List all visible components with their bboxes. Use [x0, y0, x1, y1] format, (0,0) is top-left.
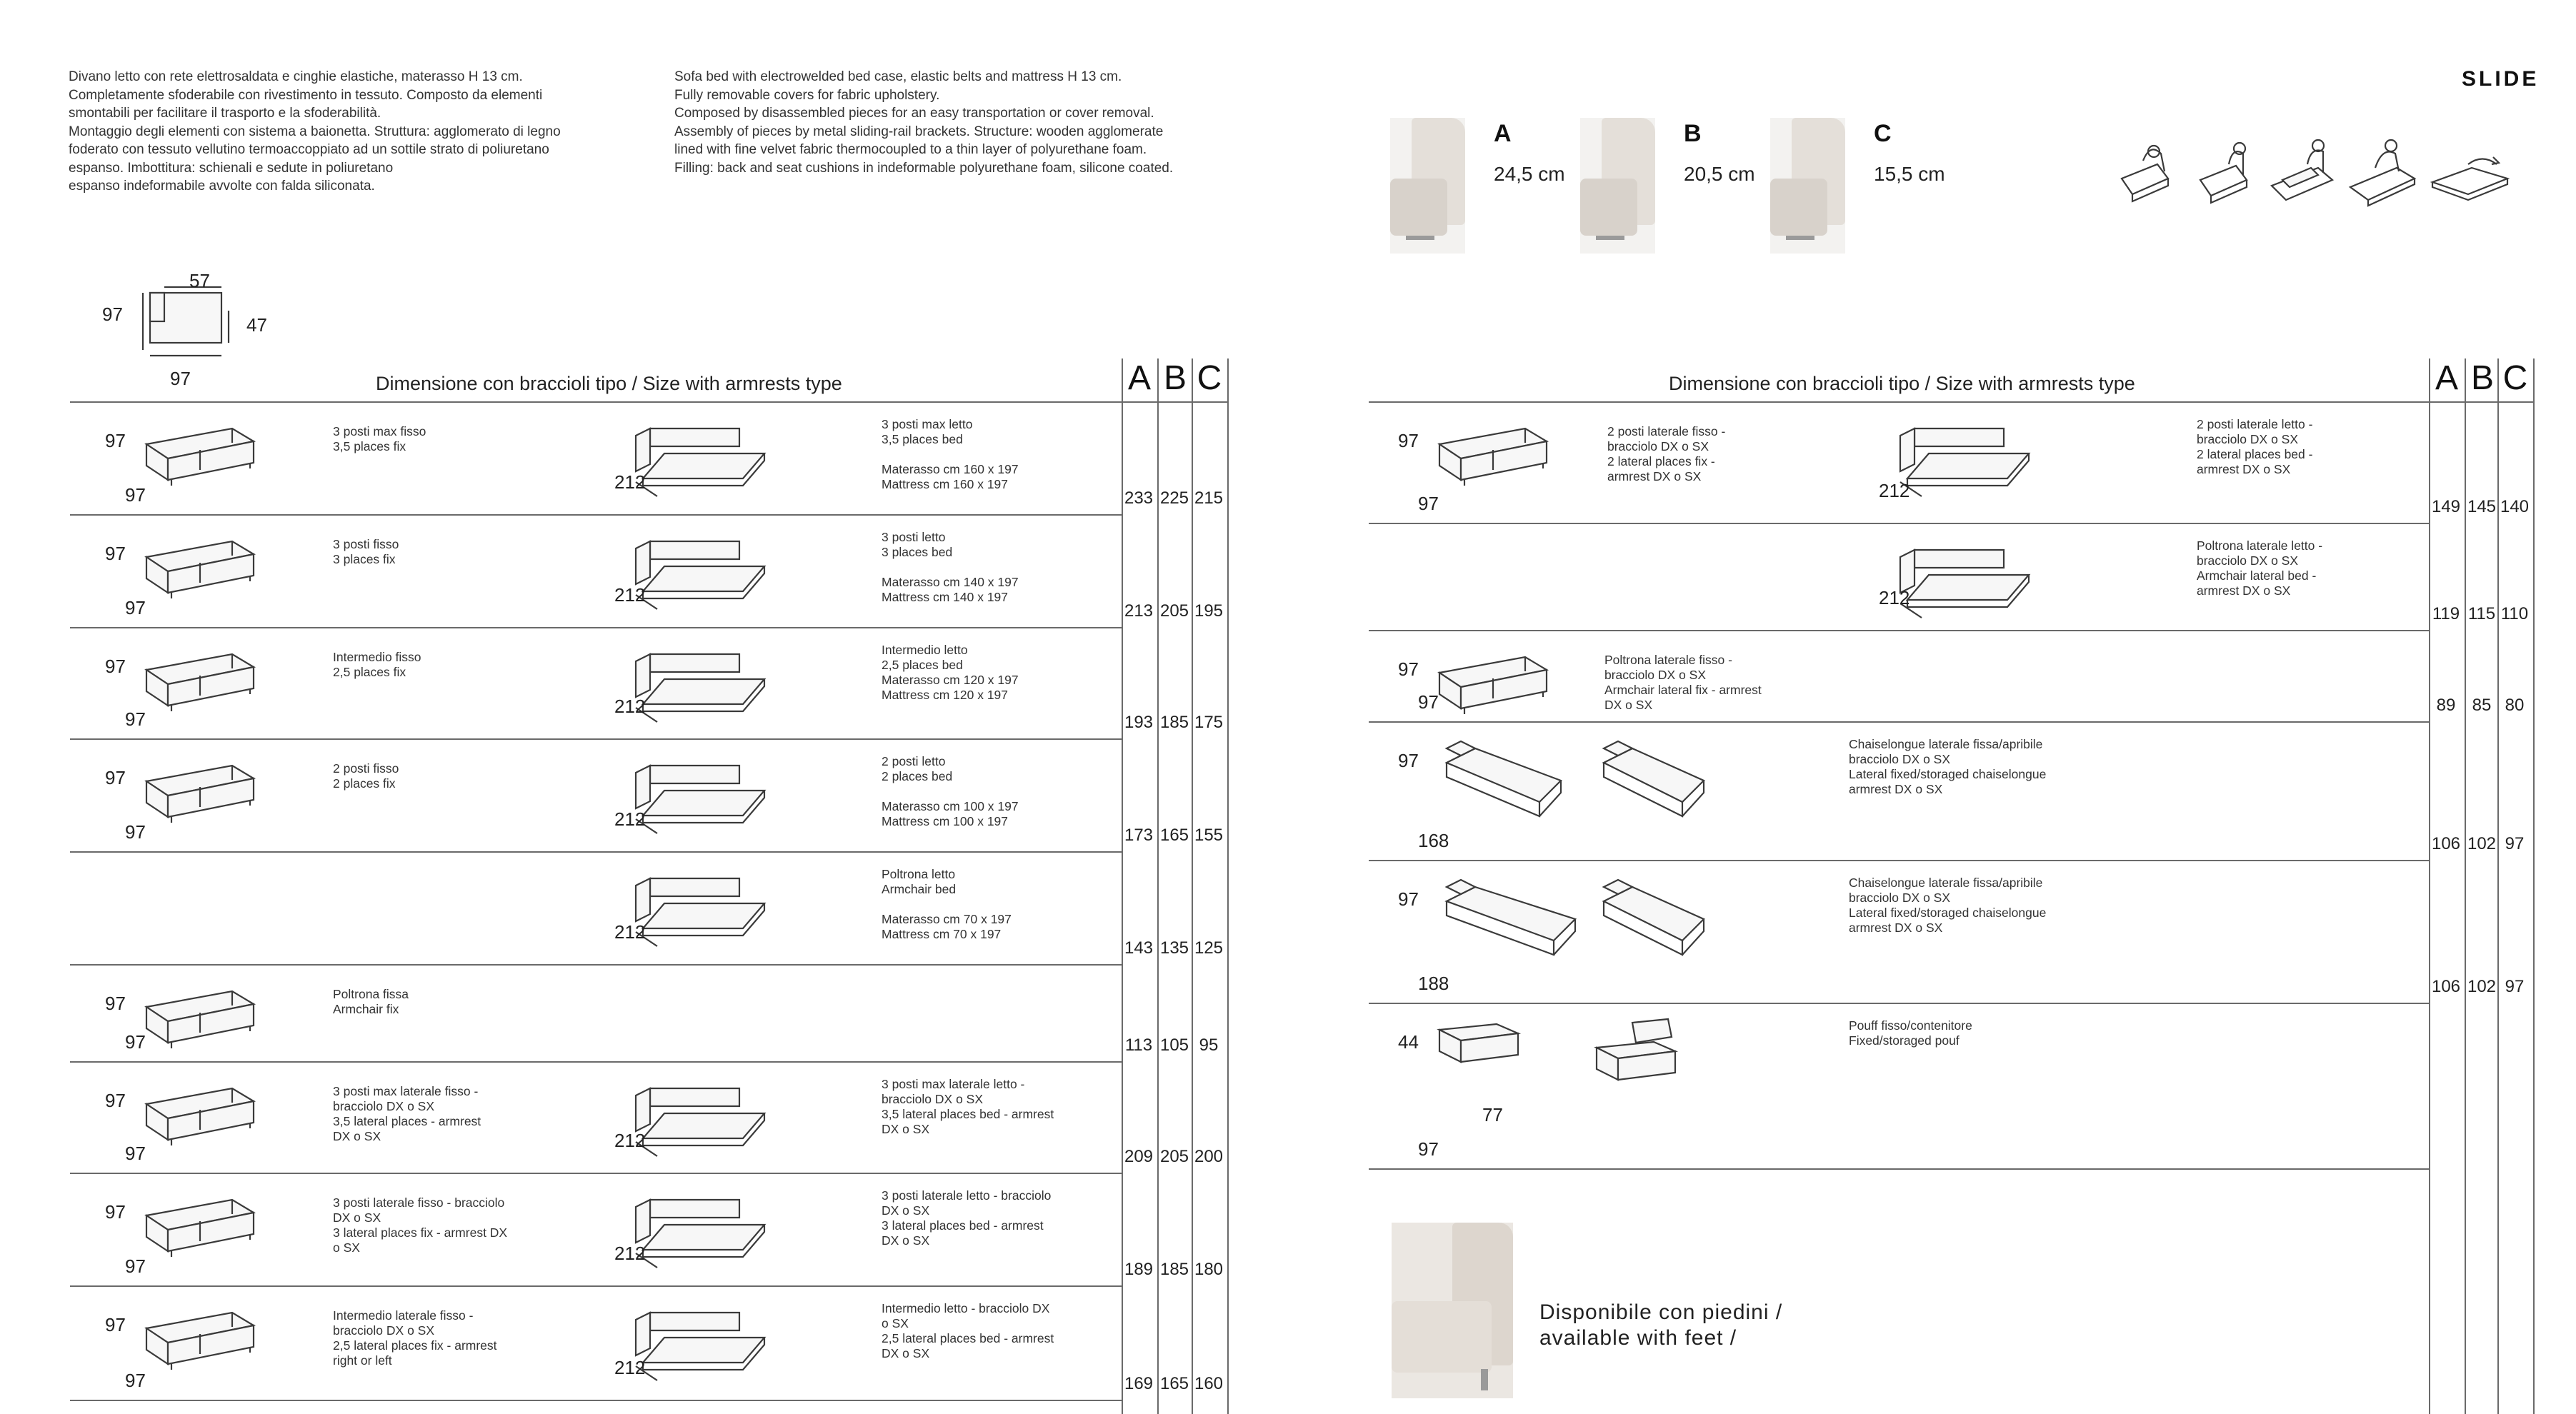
row-width-c: 215: [1194, 488, 1224, 508]
row-rule: [70, 1400, 1122, 1401]
row-height-label: 97: [1398, 658, 1419, 680]
row-rule: [70, 964, 1122, 966]
row-fixed-drawing: [1432, 643, 1554, 725]
column-rule: [1227, 358, 1229, 1414]
sofa-drawing: [139, 1074, 261, 1153]
row-bed-depth-label: 212: [614, 696, 646, 717]
row-height-label: 97: [1398, 888, 1419, 910]
row-depth-label: 97: [125, 1031, 146, 1053]
sofa-drawing: [139, 977, 261, 1056]
row-fixed-drawing: [139, 1185, 261, 1268]
row-width-c: 180: [1194, 1260, 1224, 1279]
sofa-drawing: [139, 527, 261, 606]
row-width-a: 89: [2436, 696, 2456, 715]
row-bed-drawing: [1589, 1016, 1682, 1098]
row-rule: [1369, 860, 2429, 861]
row-width-c: 80: [2505, 696, 2525, 715]
armrest-photo-b: [1580, 118, 1655, 254]
row-fixed-drawing: [1432, 734, 1575, 823]
row-bed-drawing: [1589, 734, 1718, 823]
row-width-c: 140: [2500, 497, 2530, 516]
row-width-c: 97: [2505, 834, 2525, 853]
row-bed-description: Poltrona letto Armchair bed Materasso cm 70 x 197 Mattress cm 70 x 197: [882, 867, 1012, 941]
row-bed-drawing: [1886, 536, 2036, 625]
armrest-height-value: 20,5 cm: [1684, 163, 1755, 185]
intro-english: Sofa bed with electrowelded bed case, elastic belts and mattress H 13 cm. Fully removable covers for fabric upholstery. Composed by disassembled pieces for an easy transportation or cover removal. Assembly of pieces by metal sliding-rail brackets. Structure: wooden agglomerate lined with fine velvet fabric thermocoupled to a thin layer of polyurethane foam. Filling: back and seat cushions in indeformable polyurethane foam, silicone coated.: [674, 69, 1174, 176]
row-fixed-drawing: [139, 1298, 261, 1380]
row-rule: [1369, 721, 2429, 723]
row-height-label: 97: [105, 767, 126, 788]
column-header-a: A: [2435, 359, 2458, 397]
row-bed-description: Pouff fisso/contenitore Fixed/storaged pouf: [1849, 1018, 1972, 1048]
row-fixed-description: 2 posti fisso 2 places fix: [333, 761, 399, 791]
row-rule: [70, 738, 1122, 740]
row-bed-description: 3 posti letto 3 places bed Materasso cm 140 x 197 Mattress cm 140 x 197: [882, 530, 1019, 604]
row-height-label: 97: [105, 1090, 126, 1111]
column-rule: [1122, 358, 1123, 1414]
row-bed-depth-label: 212: [614, 584, 646, 606]
sofa-opening-step-4-icon: [2350, 140, 2415, 206]
row-bed-depth-label: 212: [614, 808, 646, 830]
row-fixed-description: 3 posti laterale fisso - bracciolo DX o SX 3 lateral places fix - armrest DX o SX: [333, 1195, 508, 1255]
column-header-b: B: [1163, 359, 1187, 397]
row-depth-label: 97: [125, 821, 146, 843]
row-height-label: 44: [1398, 1031, 1419, 1053]
row-width-b: 205: [1159, 1147, 1189, 1166]
row-bed-depth-label: 212: [614, 1130, 646, 1151]
row-fixed-drawing: [1432, 873, 1589, 962]
row-rule: [70, 1173, 1122, 1174]
brand-title: SLIDE: [2462, 67, 2540, 91]
row-width-b: 225: [1159, 488, 1189, 508]
row-depth-label: 97: [125, 1370, 146, 1391]
row-rule: [70, 851, 1122, 853]
row-rule: [1369, 630, 2429, 631]
section-height-label: 97: [102, 304, 123, 325]
row-bed-depth-label: 212: [614, 1243, 646, 1264]
row-width-b: 205: [1159, 601, 1189, 621]
row-fixed-drawing: [139, 977, 261, 1059]
chaiselongue-drawing: [1432, 873, 1589, 958]
row-width-b: 115: [2467, 604, 2496, 623]
row-fixed-drawing: [139, 527, 261, 609]
armrest-height-value: 15,5 cm: [1874, 163, 1945, 185]
row-width-a: 213: [1124, 601, 1154, 621]
chaiselongue-drawing: [1589, 734, 1718, 820]
row-width-b: 185: [1159, 713, 1189, 732]
row-rule: [1369, 523, 2429, 524]
row-width-b: 185: [1159, 1260, 1189, 1279]
row-rule: [70, 1285, 1122, 1287]
row-width-a: 113: [1124, 1036, 1153, 1055]
row-rule: [70, 514, 1122, 516]
sofa-drawing: [139, 751, 261, 830]
column-header-c: C: [1197, 359, 1222, 397]
row-width-b: 102: [2467, 977, 2497, 996]
row-fixed-drawing: [1432, 1016, 1525, 1083]
row-bed-depth-label: 212: [1879, 587, 1910, 608]
row-rule: [1369, 1003, 2429, 1004]
row-width-a: 169: [1124, 1374, 1154, 1393]
row-bed-description: 2 posti laterale letto - bracciolo DX o SX 2 lateral places bed - armrest DX o SX: [2197, 417, 2313, 476]
row-width-a: 149: [2431, 497, 2461, 516]
opening-sequence: [2115, 129, 2515, 207]
row-depth-label: 97: [1418, 691, 1439, 713]
row-fixed-description: 3 posti fisso 3 places fix: [333, 537, 399, 566]
sofa-opening-step-1-icon: [2122, 146, 2168, 201]
row-width-a: 173: [1124, 826, 1154, 845]
row-depth-label: 97: [125, 1255, 146, 1277]
row-width-a: 193: [1124, 713, 1154, 732]
row-width-a: 106: [2431, 977, 2461, 996]
table-heading: Dimensione con braccioli tipo / Size with armrests type: [1669, 373, 2135, 394]
sofa-drawing: [1432, 414, 1554, 493]
row-width-a: 106: [2431, 834, 2461, 853]
row-width-b: 165: [1159, 1374, 1189, 1393]
section-seat-label: 47: [246, 314, 267, 336]
row-width-c: 110: [2500, 604, 2529, 623]
row-bed-description: Intermedio letto - bracciolo DX o SX 2,5 lateral places bed - armrest DX o SX: [882, 1301, 1054, 1360]
row-bed-description: Chaiselongue laterale fissa/apribile bracciolo DX o SX Lateral fixed/storaged chaiselongue armrest DX o SX: [1849, 737, 2047, 796]
sofa-drawing: [139, 414, 261, 493]
row-bed-description: 2 posti letto 2 places bed Materasso cm 100 x 197 Mattress cm 100 x 197: [882, 754, 1019, 828]
row-depth-label: 168: [1418, 830, 1449, 851]
row-width-a: 233: [1124, 488, 1154, 508]
row-width-c: 95: [1199, 1036, 1219, 1055]
pouf-open-drawing: [1589, 1016, 1682, 1094]
row-width-b: 102: [2467, 834, 2497, 853]
row-height-label: 97: [105, 993, 126, 1014]
row-bed-description: 3 posti laterale letto - bracciolo DX o SX 3 lateral places bed - armrest DX o SX: [882, 1188, 1052, 1248]
row-depth-label: 188: [1418, 973, 1449, 994]
row-rule: [70, 1061, 1122, 1063]
row-bed-depth-label: 212: [614, 1357, 646, 1378]
row-bed-depth-label: 212: [614, 471, 646, 493]
row-fixed-drawing: [139, 640, 261, 722]
row-height-label: 97: [105, 656, 126, 677]
column-header-c: C: [2502, 359, 2528, 397]
column-rule: [1192, 358, 1193, 1414]
row-bed-depth-label: 212: [614, 921, 646, 943]
table-top-rule: [70, 401, 1227, 403]
row-height-label: 97: [1398, 430, 1419, 451]
row-width-b: 85: [2472, 696, 2492, 715]
row-bed-description: 3 posti max letto 3,5 places bed Materasso cm 160 x 197 Mattress cm 160 x 197: [882, 417, 1019, 491]
row-width-c: 195: [1194, 601, 1224, 621]
sofa-drawing: [139, 1185, 261, 1264]
row-width-a: 189: [1124, 1260, 1154, 1279]
armrest-photo-a: [1390, 118, 1465, 254]
sofa-opening-step-5-icon: [2432, 157, 2507, 200]
row-width-c: 125: [1194, 938, 1224, 958]
row-bed-drawing: [1589, 873, 1718, 962]
sofa-opening-step-3-icon: [2272, 140, 2332, 200]
row-fixed-drawing: [139, 751, 261, 833]
feet-photo: [1392, 1223, 1513, 1398]
armrest-type-label: C: [1874, 120, 1892, 147]
row-depth-label: 97: [1418, 1138, 1439, 1160]
row-bed-description: Chaiselongue laterale fissa/apribile bracciolo DX o SX Lateral fixed/storaged chaiselongue armrest DX o SX: [1849, 876, 2047, 935]
row-fixed-description: Intermedio laterale fisso - bracciolo DX o SX 2,5 lateral places fix - armrest right or left: [333, 1308, 497, 1368]
row-fixed-description: 2 posti laterale fisso - bracciolo DX o SX 2 lateral places fix - armrest DX o SX: [1607, 424, 1726, 483]
row-width-b: 105: [1159, 1036, 1189, 1055]
row-width-c: 175: [1194, 713, 1224, 732]
row-fixed-description: Poltrona fissa Armchair fix: [333, 987, 409, 1016]
section-depth-label: 57: [189, 270, 210, 291]
column-rule: [2533, 358, 2535, 1414]
row-width-c: 97: [2505, 977, 2525, 996]
table-heading: Dimensione con braccioli tipo / Size with armrests type: [376, 373, 842, 394]
row-depth-label: 97: [125, 597, 146, 618]
row-height-label: 97: [105, 1201, 126, 1223]
row-height-label: 97: [105, 1314, 126, 1335]
row-width-a: 143: [1124, 938, 1154, 958]
row-width-label: 77: [1482, 1104, 1503, 1125]
row-depth-label: 97: [125, 484, 146, 506]
row-width-c: 160: [1194, 1374, 1224, 1393]
row-fixed-description: 3 posti max laterale fisso - bracciolo DX o SX 3,5 lateral places - armrest DX o SX: [333, 1084, 481, 1143]
row-bed-description: 3 posti max laterale letto - bracciolo DX o SX 3,5 lateral places bed - armrest DX o SX: [882, 1077, 1054, 1136]
row-width-b: 135: [1159, 938, 1189, 958]
sofa-drawing: [139, 1298, 261, 1377]
row-width-c: 155: [1194, 826, 1224, 845]
row-fixed-drawing: [139, 414, 261, 496]
column-header-a: A: [1127, 359, 1151, 397]
row-depth-label: 97: [125, 1143, 146, 1164]
row-rule: [70, 627, 1122, 628]
row-fixed-drawing: [1432, 414, 1554, 496]
row-bed-description: Poltrona laterale letto - bracciolo DX o SX Armchair lateral bed - armrest DX o SX: [2197, 538, 2323, 598]
feet-note: Disponibile con piedini / available with feet /: [1539, 1300, 1783, 1350]
chaiselongue-drawing: [1589, 873, 1718, 958]
row-width-a: 209: [1124, 1147, 1154, 1166]
armrest-photo-c: [1770, 118, 1845, 254]
armrest-type-label: B: [1684, 120, 1702, 147]
pouf-drawing: [1432, 1016, 1525, 1080]
sofa-drawing: [139, 640, 261, 718]
row-width-b: 145: [2467, 497, 2497, 516]
table-top-rule: [1369, 401, 2533, 403]
row-height-label: 97: [105, 543, 126, 564]
column-rule: [1157, 358, 1159, 1414]
armrest-type-label: A: [1494, 120, 1512, 147]
intro-italian: Divano letto con rete elettrosaldata e cinghie elastiche, materasso H 13 cm. Completamente sfoderabile con rivestimento in tessuto. Composto da elementi smontabili per facilitare il trasporto e la sfoderabilità. Montaggio degli elementi con sistema a baionetta. Struttura: agglomerato di legno foderato con tessuto vellutino termoaccoppiato ad un sottile strato di poliuretano espanso. Imbottitura: schienali e sedute in poliuretano espanso indeformabile avvolte con falda siliconata.: [69, 69, 561, 194]
row-width-b: 165: [1159, 826, 1189, 845]
row-rule: [1369, 1168, 2429, 1170]
row-fixed-drawing: [139, 1074, 261, 1156]
row-height-label: 97: [105, 430, 126, 451]
column-header-b: B: [2470, 359, 2494, 397]
row-depth-label: 97: [1418, 493, 1439, 514]
row-fixed-description: Intermedio fisso 2,5 places fix: [333, 650, 421, 679]
chaiselongue-drawing: [1432, 734, 1575, 820]
armrest-height-value: 24,5 cm: [1494, 163, 1565, 185]
row-height-label: 97: [1398, 750, 1419, 771]
row-bed-depth-label: 212: [1879, 480, 1910, 501]
sofa-opening-step-2-icon: [2200, 143, 2247, 203]
row-fixed-description: Poltrona laterale fisso - bracciolo DX o SX Armchair lateral fix - armrest DX o SX: [1604, 653, 1762, 712]
row-fixed-description: 3 posti max fisso 3,5 places fix: [333, 424, 426, 453]
row-bed-description: Intermedio letto 2,5 places bed Materasso cm 120 x 197 Mattress cm 120 x 197: [882, 643, 1019, 702]
row-width-c: 200: [1194, 1147, 1224, 1166]
row-width-a: 119: [2432, 604, 2460, 623]
row-depth-label: 97: [125, 708, 146, 730]
sofa-drawing: [1432, 643, 1554, 721]
section-width-label: 97: [170, 368, 191, 389]
